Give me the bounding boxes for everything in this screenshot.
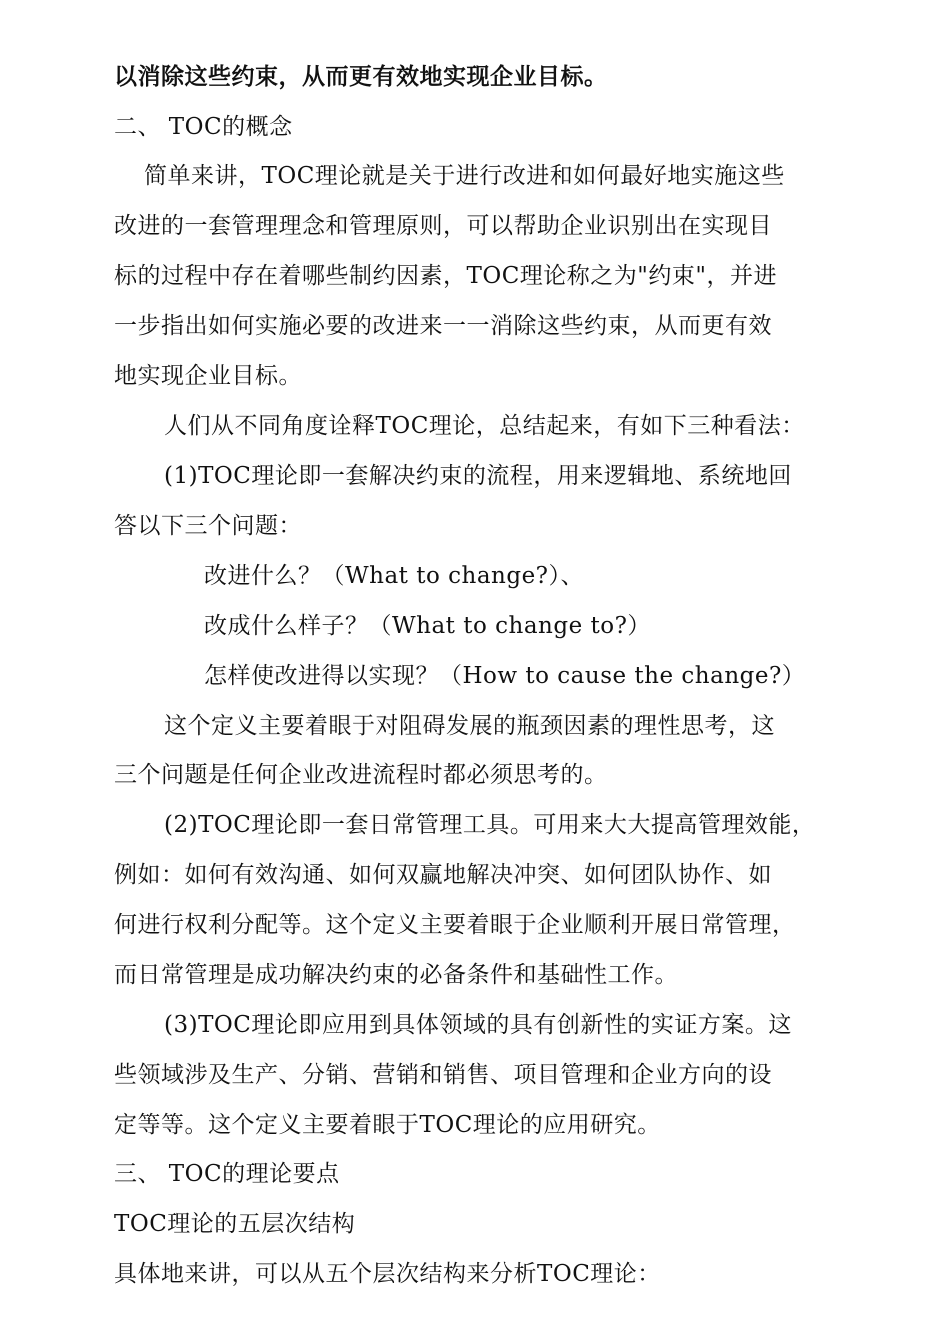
paragraph-line: 地实现企业目标。 (114, 363, 302, 389)
paragraph-line: 简单来讲，TOC理论就是关于进行改进和如何最好地实施这些 (144, 163, 785, 189)
paragraph-line: 定等等。这个定义主要着眼于TOC理论的应用研究。 (114, 1112, 661, 1138)
paragraph-line: 这个定义主要着眼于对阻碍发展的瓶颈因素的理性思考，这 (164, 713, 775, 739)
section-heading-2: 二、 TOC的概念 (114, 114, 293, 140)
paragraph-line: 答以下三个问题： (114, 513, 302, 539)
paragraph-line: 具体地来讲，可以从五个层次结构来分析TOC理论： (114, 1261, 661, 1287)
paragraph-line: 三个问题是任何企业改进流程时都必须思考的。 (114, 762, 608, 788)
subheading: TOC理论的五层次结构 (114, 1211, 356, 1237)
section-heading-3: 三、 TOC的理论要点 (114, 1161, 340, 1187)
paragraph-line: 改进的一套管理理念和管理原则，可以帮助企业识别出在实现目 (114, 213, 772, 239)
paragraph-line: 以消除这些约束，从而更有效地实现企业目标。 (114, 64, 608, 90)
paragraph-line: 何进行权利分配等。这个定义主要着眼于企业顺利开展日常管理， (114, 912, 796, 938)
question-item: 改进什么？（What to change?）、 (204, 563, 585, 589)
list-item: (2)TOC理论即一套日常管理工具。可用来大大提高管理效能， (164, 812, 816, 838)
paragraph-line: 标的过程中存在着哪些制约因素，TOC理论称之为"约束"，并进 (114, 263, 777, 289)
list-item: (1)TOC理论即一套解决约束的流程，用来逻辑地、系统地回 (164, 463, 792, 489)
question-item: 怎样使改进得以实现？（How to cause the change?） (204, 663, 806, 689)
paragraph-line: 例如：如何有效沟通、如何双赢地解决冲突、如何团队协作、如 (114, 862, 772, 888)
paragraph-line: 而日常管理是成功解决约束的必备条件和基础性工作。 (114, 962, 678, 988)
list-item: (3)TOC理论即应用到具体领域的具有创新性的实证方案。这 (164, 1012, 792, 1038)
paragraph-line: 一步指出如何实施必要的改进来一一消除这些约束，从而更有效 (114, 313, 772, 339)
paragraph-line: 人们从不同角度诠释TOC理论，总结起来，有如下三种看法： (164, 413, 805, 439)
question-item: 改成什么样子？（What to change to?） (204, 613, 651, 639)
paragraph-line: 些领域涉及生产、分销、营销和销售、项目管理和企业方向的设 (114, 1062, 772, 1088)
